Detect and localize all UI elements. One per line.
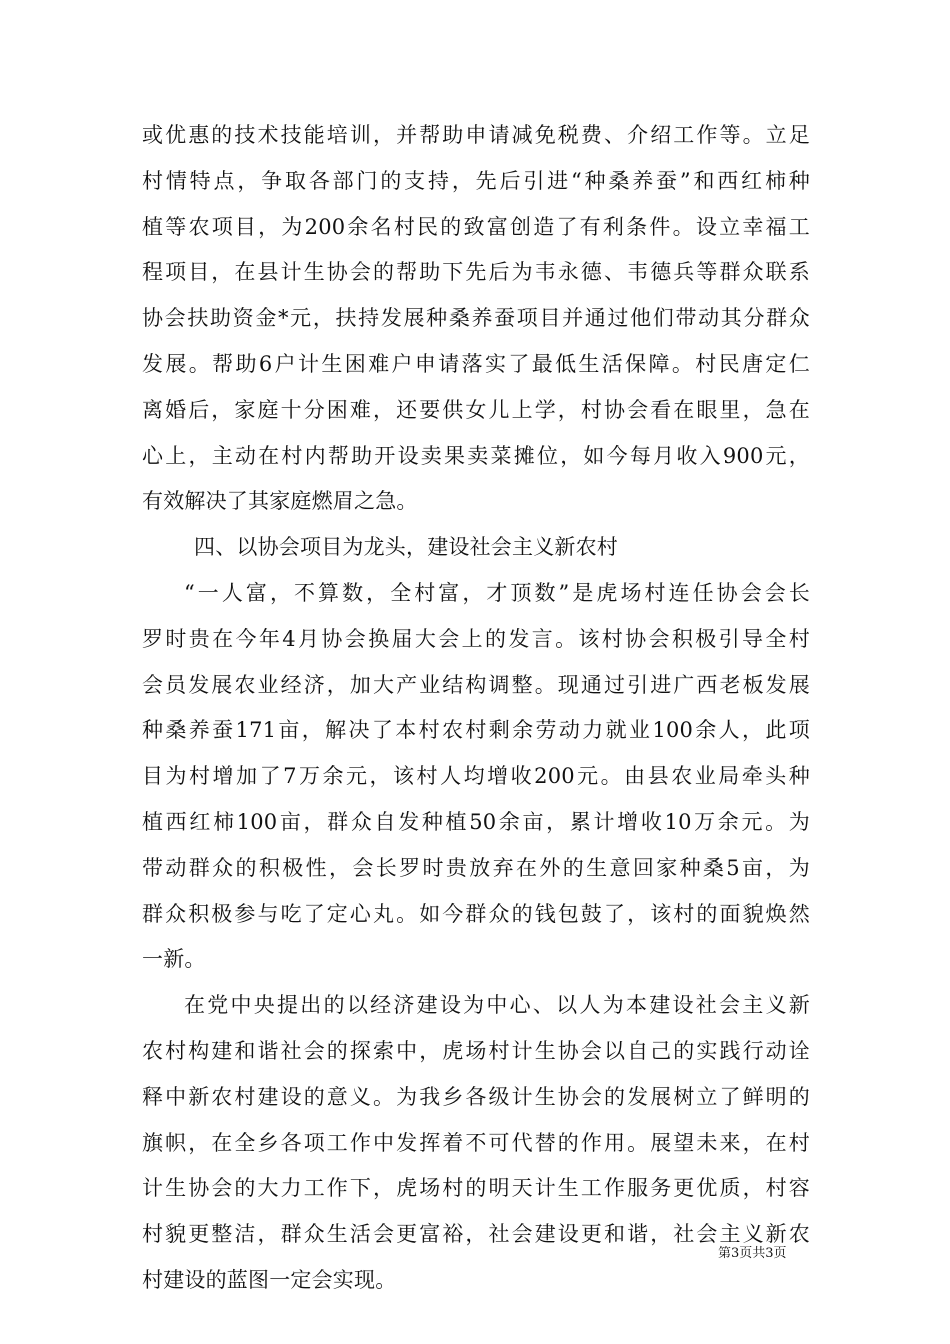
text-line: “一人富，不算数，全村富，才顶数”是虎场村连任协会会长 bbox=[184, 580, 810, 605]
text-line: 植等农项目，为200余名村民的致富创造了有利条件。设立幸福工 bbox=[142, 214, 810, 239]
text-line: 一新。 bbox=[142, 947, 206, 972]
text-line: 群众积极参与吃了定心丸。如今群众的钱包鼓了，该村的面貌焕然 bbox=[142, 901, 810, 926]
text-line: 植西红柿100亩，群众自发种植50余亩，累计增收10万余元。为 bbox=[142, 809, 810, 834]
section-heading: 四、以协会项目为龙头，建设社会主义新农村 bbox=[194, 535, 618, 560]
text-line: 或优惠的技术技能培训，并帮助申请减免税费、介绍工作等。立足 bbox=[142, 123, 810, 147]
text-line: 种桑养蚕171亩，解决了本村农村剩余劳动力就业100余人，此项 bbox=[142, 718, 810, 743]
text-line: 计生协会的大力工作下，虎场村的明天计生工作服务更优质，村容 bbox=[142, 1176, 810, 1201]
text-line: 程项目，在县计生协会的帮助下先后为韦永德、韦德兵等群众联系 bbox=[142, 260, 810, 285]
text-line: 村情特点，争取各部门的支持，先后引进“种桑养蚕”和西红柿种 bbox=[142, 168, 810, 193]
text-line: 旗帜，在全乡各项工作中发挥着不可代替的作用。展望未来，在村 bbox=[142, 1130, 810, 1155]
text-line: 有效解决了其家庭燃眉之急。 bbox=[142, 489, 418, 514]
text-line: 农村构建和谐社会的探索中，虎场村计生协会以自己的实践行动诠 bbox=[142, 1038, 810, 1063]
text-line: 罗时贵在今年4月协会换届大会上的发言。该村协会积极引导全村 bbox=[142, 626, 810, 651]
text-line: 会员发展农业经济，加大产业结构调整。现通过引进广西老板发展 bbox=[142, 672, 810, 697]
page-number-footer: 第3页共3页 bbox=[718, 1246, 787, 1261]
text-line: 村貌更整洁，群众生活会更富裕，社会建设更和谐，社会主义新农 bbox=[142, 1222, 810, 1247]
document-body bbox=[142, 113, 810, 1304]
text-line: 心上，主动在村内帮助开设卖果卖菜摊位，如今每月收入900元， bbox=[142, 443, 810, 468]
text-line: 离婚后，家庭十分困难，还要供女儿上学，村协会看在眼里，急在 bbox=[142, 397, 810, 422]
text-line: 发展。帮助6户计生困难户申请落实了最低生活保障。村民唐定仁 bbox=[142, 351, 810, 376]
text-line: 带动群众的积极性，会长罗时贵放弃在外的生意回家种桑5亩，为 bbox=[142, 855, 810, 880]
text-line: 协会扶助资金*元，扶持发展种桑养蚕项目并通过他们带动其分群众 bbox=[142, 306, 810, 331]
text-line: 在党中央提出的以经济建设为中心、以人为本建设社会主义新 bbox=[184, 993, 810, 1018]
text-line: 释中新农村建设的意义。为我乡各级计生协会的发展树立了鲜明的 bbox=[142, 1084, 810, 1109]
text-line: 目为村增加了7万余元，该村人均增收200元。由县农业局牵头种 bbox=[142, 764, 810, 789]
text-line: 村建设的蓝图一定会实现。 bbox=[142, 1267, 397, 1292]
